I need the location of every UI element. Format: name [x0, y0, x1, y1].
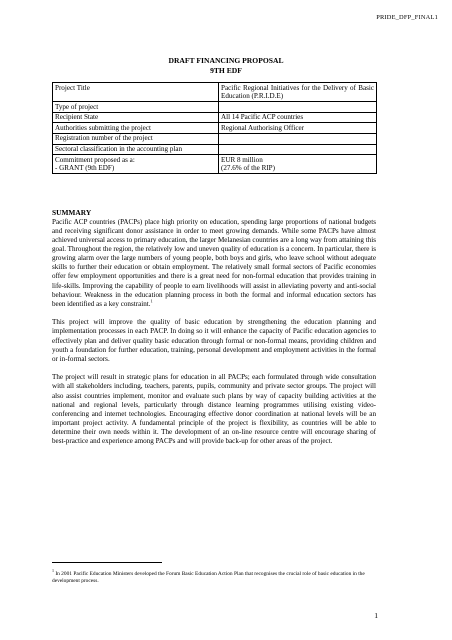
- summary-section: [52, 208, 376, 456]
- table-row: [53, 83, 377, 102]
- document-code: PRIDE_DFP_FINAL1: [376, 14, 438, 21]
- title-line-1: DRAFT FINANCING PROPOSAL: [168, 56, 284, 65]
- table-row: [53, 155, 377, 174]
- footnote-text: In 2001 Pacific Education Ministers developed the Forum Basic Education Action Plan that recognises the crucial role of basic education in the development process.: [52, 570, 365, 584]
- row-value: Pacific Regional Initiatives for the Delivery of Basic Education (P.R.I.D.E): [219, 83, 377, 102]
- grant-label: - GRANT (9th EDF): [55, 164, 115, 173]
- summary-paragraph-1: [52, 218, 376, 310]
- row-value: All 14 Pacific ACP countries: [219, 112, 377, 123]
- row-label: Authorities submitting the project: [53, 123, 219, 134]
- summary-paragraph-3: The project will result in strategic plans for education in all PACPs; each formulated through wide consultation with all stakeholders including, teachers, parents, pupils, community and private sector groups. The project will also assist countries implement, monitor and evaluate such plans by way of capacity building activities at the national and regional levels, particularly through distance learning programmes utilising existing video-conferencing and internet technologies. Encouraging effective donor coordination at national levels will be an important project activity. A fundamental principle of the project is flexibility, as countries will be able to determine their own needs within it. The development of an on-line resource centre will encourage sharing of best-practice and experience among PACPs and will provide back-up for other areas of the project.: [52, 373, 376, 446]
- table-row: [53, 144, 377, 155]
- footnote: [52, 567, 376, 585]
- row-label: Recipient State: [53, 112, 219, 123]
- paragraph-text: Pacific ACP countries (PACPs) place high priority on education, spending large proportions of national budgets and receiving significant donor assistance in order to meet growing demands. While some PACPs have almost achieved universal access to primary education, the larger Melanesian countries are a long way from attaining this goal. Throughout the region, the relatively low and uneven quality of education is a concern. In particular, there is growing alarm over the large numbers of young people, both boys and girls, who leave school without adequate skills to further their education or obtain employment. The relatively small formal sectors of Pacific economies offer few employment opportunities and there is a great need for non-formal education that provides training in life-skills. Improving the capability of people to earn livelihoods will assist in alleviating poverty and anti-social behaviour. Weakness in the education planning process in both the formal and informal education sectors has been identified as a key constraint.: [52, 217, 376, 308]
- summary-heading: SUMMARY: [52, 208, 92, 217]
- summary-paragraph-2: This project will improve the quality of basic education by strengthening the education planning and implementation processes in each PACP. In doing so it will enhance the capacity of Pacific education agencies to effectively plan and deliver quality basic education through formal or non-formal means, providing children and youth a foundation for further education, training, personal development and employment activities in the formal or in-formal sectors.: [52, 318, 376, 363]
- table-row: [53, 123, 377, 134]
- row-value: [219, 144, 377, 155]
- row-label: Registration number of the project: [53, 133, 219, 144]
- commitment-amount: EUR 8 million: [221, 155, 263, 164]
- row-label: Type of project: [53, 102, 219, 113]
- row-label: Project Title: [53, 83, 219, 102]
- table-row: [53, 133, 377, 144]
- row-value: [219, 102, 377, 113]
- table-row: [53, 102, 377, 113]
- row-label: Sectoral classification in the accounting plan: [53, 144, 219, 155]
- table-row: [53, 112, 377, 123]
- footnote-divider: [52, 562, 162, 563]
- project-info-table: [52, 82, 377, 174]
- row-value: [219, 155, 377, 174]
- document-title: [0, 56, 452, 76]
- row-value: [219, 133, 377, 144]
- page-number: 1: [374, 611, 378, 620]
- footnote-marker: 1: [52, 568, 54, 573]
- title-line-2: 9TH EDF: [210, 66, 242, 75]
- footnote-reference[interactable]: 1: [150, 298, 153, 304]
- commitment-label: Commitment proposed as a:: [55, 155, 135, 164]
- row-label: [53, 155, 219, 174]
- row-value: Regional Authorising Officer: [219, 123, 377, 134]
- commitment-share: (27.6% of the RIP): [221, 164, 275, 173]
